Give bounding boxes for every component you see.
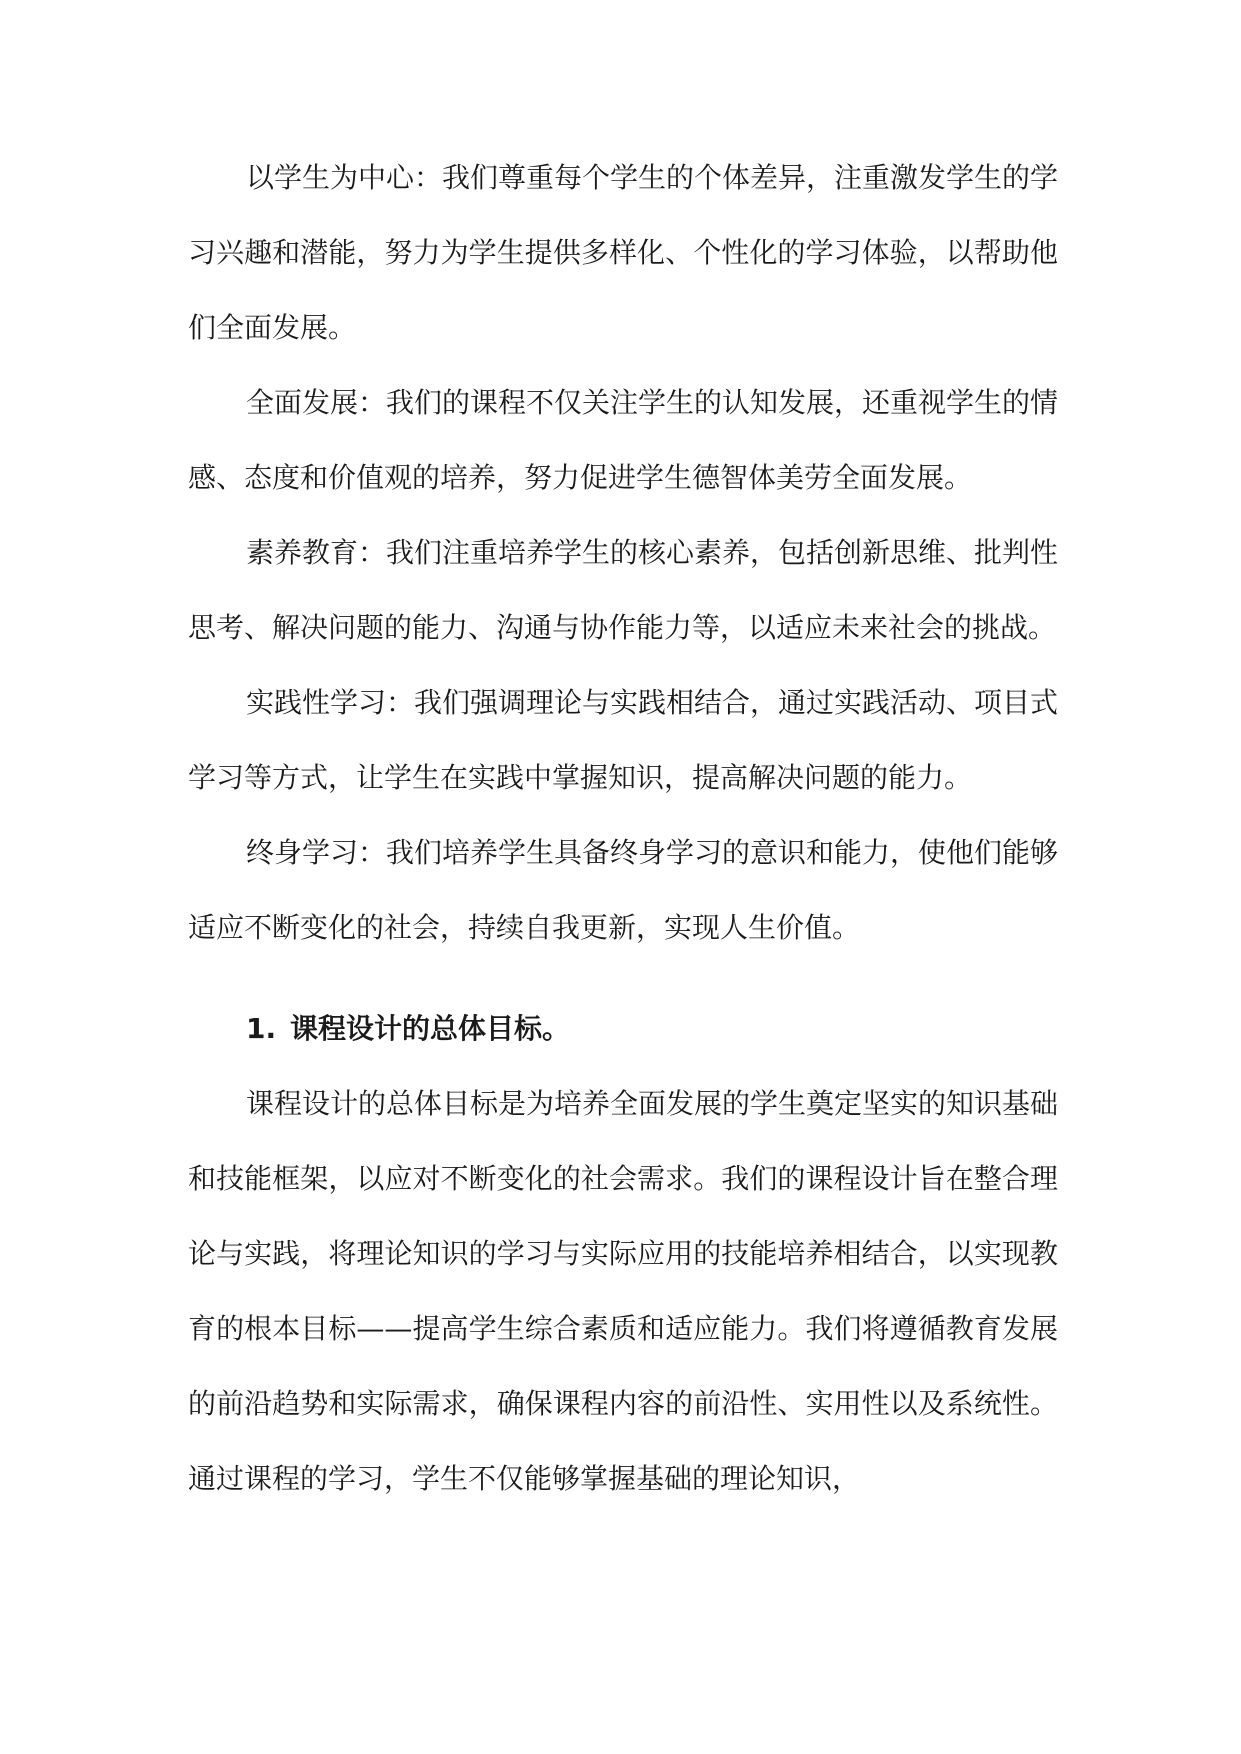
document-body — [188, 140, 1058, 1516]
paragraph-student-centered: 以学生为中心：我们尊重每个学生的个体差异，注重激发学生的学习兴趣和潜能，努力为学生提供多样化、个性化的学习体验，以帮助他们全面发展。 — [188, 161, 1059, 344]
section-heading — [188, 991, 1058, 1066]
paragraph-holistic-development: 全面发展：我们的课程不仅关注学生的认知发展，还重视学生的情感、态度和价值观的培养，努力促进学生德智体美劳全面发展。 — [188, 386, 1059, 494]
paragraph-lifelong-learning: 终身学习：我们培养学生具备终身学习的意识和能力，使他们能够适应不断变化的社会，持续自我更新，实现人生价值。 — [188, 836, 1059, 944]
paragraph-literacy-education: 素养教育：我们注重培养学生的核心素养，包括创新思维、批判性思考、解决问题的能力、沟通与协作能力等，以适应未来社会的挑战。 — [188, 536, 1059, 644]
paragraph-practical-learning: 实践性学习：我们强调理论与实践相结合，通过实践活动、项目式学习等方式，让学生在实践中掌握知识，提高解决问题的能力。 — [188, 686, 1059, 794]
paragraph-overall-goal: 课程设计的总体目标是为培养全面发展的学生奠定坚实的知识基础和技能框架，以应对不断变化的社会需求。我们的课程设计旨在整合理论与实践，将理论知识的学习与实际应用的技能培养相结合，以实现教育的根本目标——提高学生综合素质和适应能力。我们将遵循教育发展的前沿趋势和实际需求，确保课程内容的前沿性、实用性以及系统性。通过课程的学习，学生不仅能够掌握基础的理论知识， — [188, 1087, 1059, 1495]
section-number: 1. — [246, 1012, 277, 1045]
section-title: 课程设计的总体目标。 — [290, 1012, 571, 1045]
